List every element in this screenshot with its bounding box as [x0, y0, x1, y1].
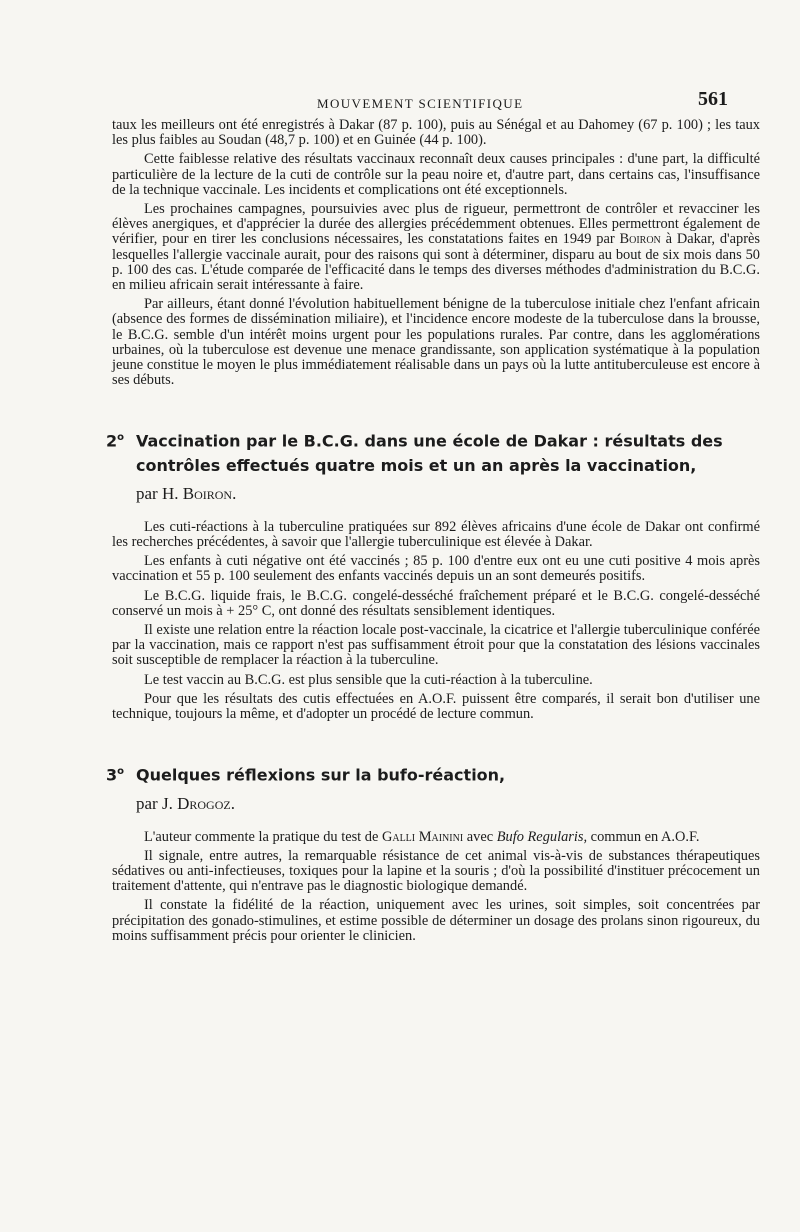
species-name: Bufo Regularis, [496, 828, 588, 845]
section-2-author: Boiron [182, 483, 233, 503]
section-2-paragraph-3: Le B.C.G. liquide frais, le B.C.G. congelé-desséché fraîchement préparé et le B.C.G. congelé-desséché conservé un mois à + 25° C, ont donné des résultats sensiblement identiques. [112, 587, 760, 619]
section-3-number: 3$^o$ [106, 765, 125, 785]
section-2-byline: par H. Boiron. [136, 483, 237, 503]
author-name-boiron: Boiron [619, 231, 661, 248]
intro-paragraph-3-text-a: Les prochaines campagnes, poursuivies avec plus de rigueur, permettront de contrôler et revacciner les élèves anergiques, et d'apprécier la durée des allergies précédemment obtenues. Elles permettront également de vérifier, pour en tirer les conclusions nécessaires, les constatations faites en 1949 par [112, 201, 760, 248]
section-3-title: Quelques réflexions sur la bufo-réaction, [136, 765, 506, 785]
section-2-heading [106, 426, 760, 477]
intro-paragraph-4: Par ailleurs, étant donné l'évolution habituellement bénigne de la tuberculose initiale chez l'enfant africain (absence des formes de dissémination miliaire), et l'incidence encore modeste de la tuberculose dans la brousse, le B.C.G. semble d'un intérêt moins urgent pour les populations rurales. Par contre, dans les agglomérations urbaines, où la tuberculose est devenue une menace grandissante, son application systématique à la population jeune constitue le moyen le plus immédiatement réalisable dans un pays où la lutte antituberculeuse est encore à ses débuts. [112, 296, 760, 389]
section-2-paragraph-2: Les enfants à cuti négative ont été vaccinés ; 85 p. 100 d'entre eux ont eu une cuti positive 4 mois après vaccination et 55 p. 100 seulement des enfants vaccinés depuis un an sont demeurés positifs. [112, 553, 760, 585]
section-2-paragraph-4: Il existe une relation entre la réaction locale post-vaccinale, la cicatrice et l'allergie tuberculinique conférée par la vaccination, mais ce rapport n'est pas suffisamment étroit pour que la constatation des lésions vaccinales soit susceptible de remplacer la réaction à la tuberculine. [112, 622, 760, 669]
author-name-galli-mainini: Galli Mainini [381, 828, 464, 845]
section-2-title: Vaccination par le B.C.G. dans une école de Dakar : résultats des contrôles effectués quatre mois et un an après la vaccination, [136, 431, 723, 475]
section-2-paragraph-5: Le test vaccin au B.C.G. est plus sensible que la cuti-réaction à la tuberculine. [144, 671, 593, 688]
section-2-paragraph-1: Les cuti-réactions à la tuberculine pratiquées sur 892 élèves africains d'une école de Dakar ont confirmé les recherches précédentes, à savoir que l'allergie tuberculinique est élevée à Dakar. [112, 518, 760, 550]
section-3-paragraph-2: Il signale, entre autres, la remarquable résistance de cet animal vis-à-vis de substances thérapeutiques sédatives ou anti-infectieuses, toxiques pour la lapine et la souris ; d'où la possibilité d'instituer précocement un traitement d'attente, qui n'entrave pas le diagnostic biologique demandé. [112, 847, 760, 895]
section-3-author: Drogoz [177, 793, 231, 813]
section-2-number: 2$^o$ [106, 431, 125, 451]
running-title: MOUVEMENT SCIENTIFIQUE [317, 96, 524, 111]
intro-paragraph-1: taux les meilleurs ont été enregistrés à Dakar (87 p. 100), puis au Sénégal et au Dahomey (67 p. 100) ; les taux les plus faibles au Soudan (48,7 p. 100) et en Guinée (44 p. 100). [112, 117, 760, 149]
section-2-paragraph-6: Pour que les résultats des cutis effectuées en A.O.F. puissent être comparés, il serait bon d'utiliser une technique, toujours la même, et d'adopter un procédé de lecture commun. [112, 690, 760, 723]
section-3-paragraph-1: L'auteur commente la pratique du test de Galli Mainini avec Bufo Regularis, commun en A.O.F. [144, 828, 700, 845]
section-3-paragraph-3: Il constate la fidélité de la réaction, uniquement avec les urines, soit simples, soit concentrées par précipitation des gonado-stimulines, et estime possible de déterminer un dosage des prolans sinon rigoureux, du moins suffisamment précis pour orienter le clinicien. [112, 897, 760, 944]
intro-paragraph-2: Cette faiblesse relative des résultats vaccinaux reconnaît deux causes principales : d'une part, la difficulté particulière de la lecture de la cuti de contrôle sur la peau noire et, d'autre part, dans certains cas, l'insuffisance de la technique vaccinale. Les incidents et complications ont été exceptionnels. [112, 151, 760, 198]
intro-paragraph-3-text-b: à Dakar, d'après lesquelles l'allergie vaccinale aurait, pour des raisons qui sont à déterminer, disparu au bout de six mois dans 50 p. 100 des cas. L'étude comparée de l'efficacité dans le temps des diverses méthodes d'administration du B.C.G. en milieu africain serait intéressante à faire. [112, 231, 760, 294]
section-3 [106, 760, 760, 944]
section-2 [106, 426, 760, 723]
section-3-heading [106, 760, 760, 787]
intro-paragraph-3 [112, 202, 760, 293]
running-head [112, 88, 760, 118]
page-number: 561 [698, 88, 728, 110]
section-3-byline: par J. Drogoz. [136, 793, 235, 813]
